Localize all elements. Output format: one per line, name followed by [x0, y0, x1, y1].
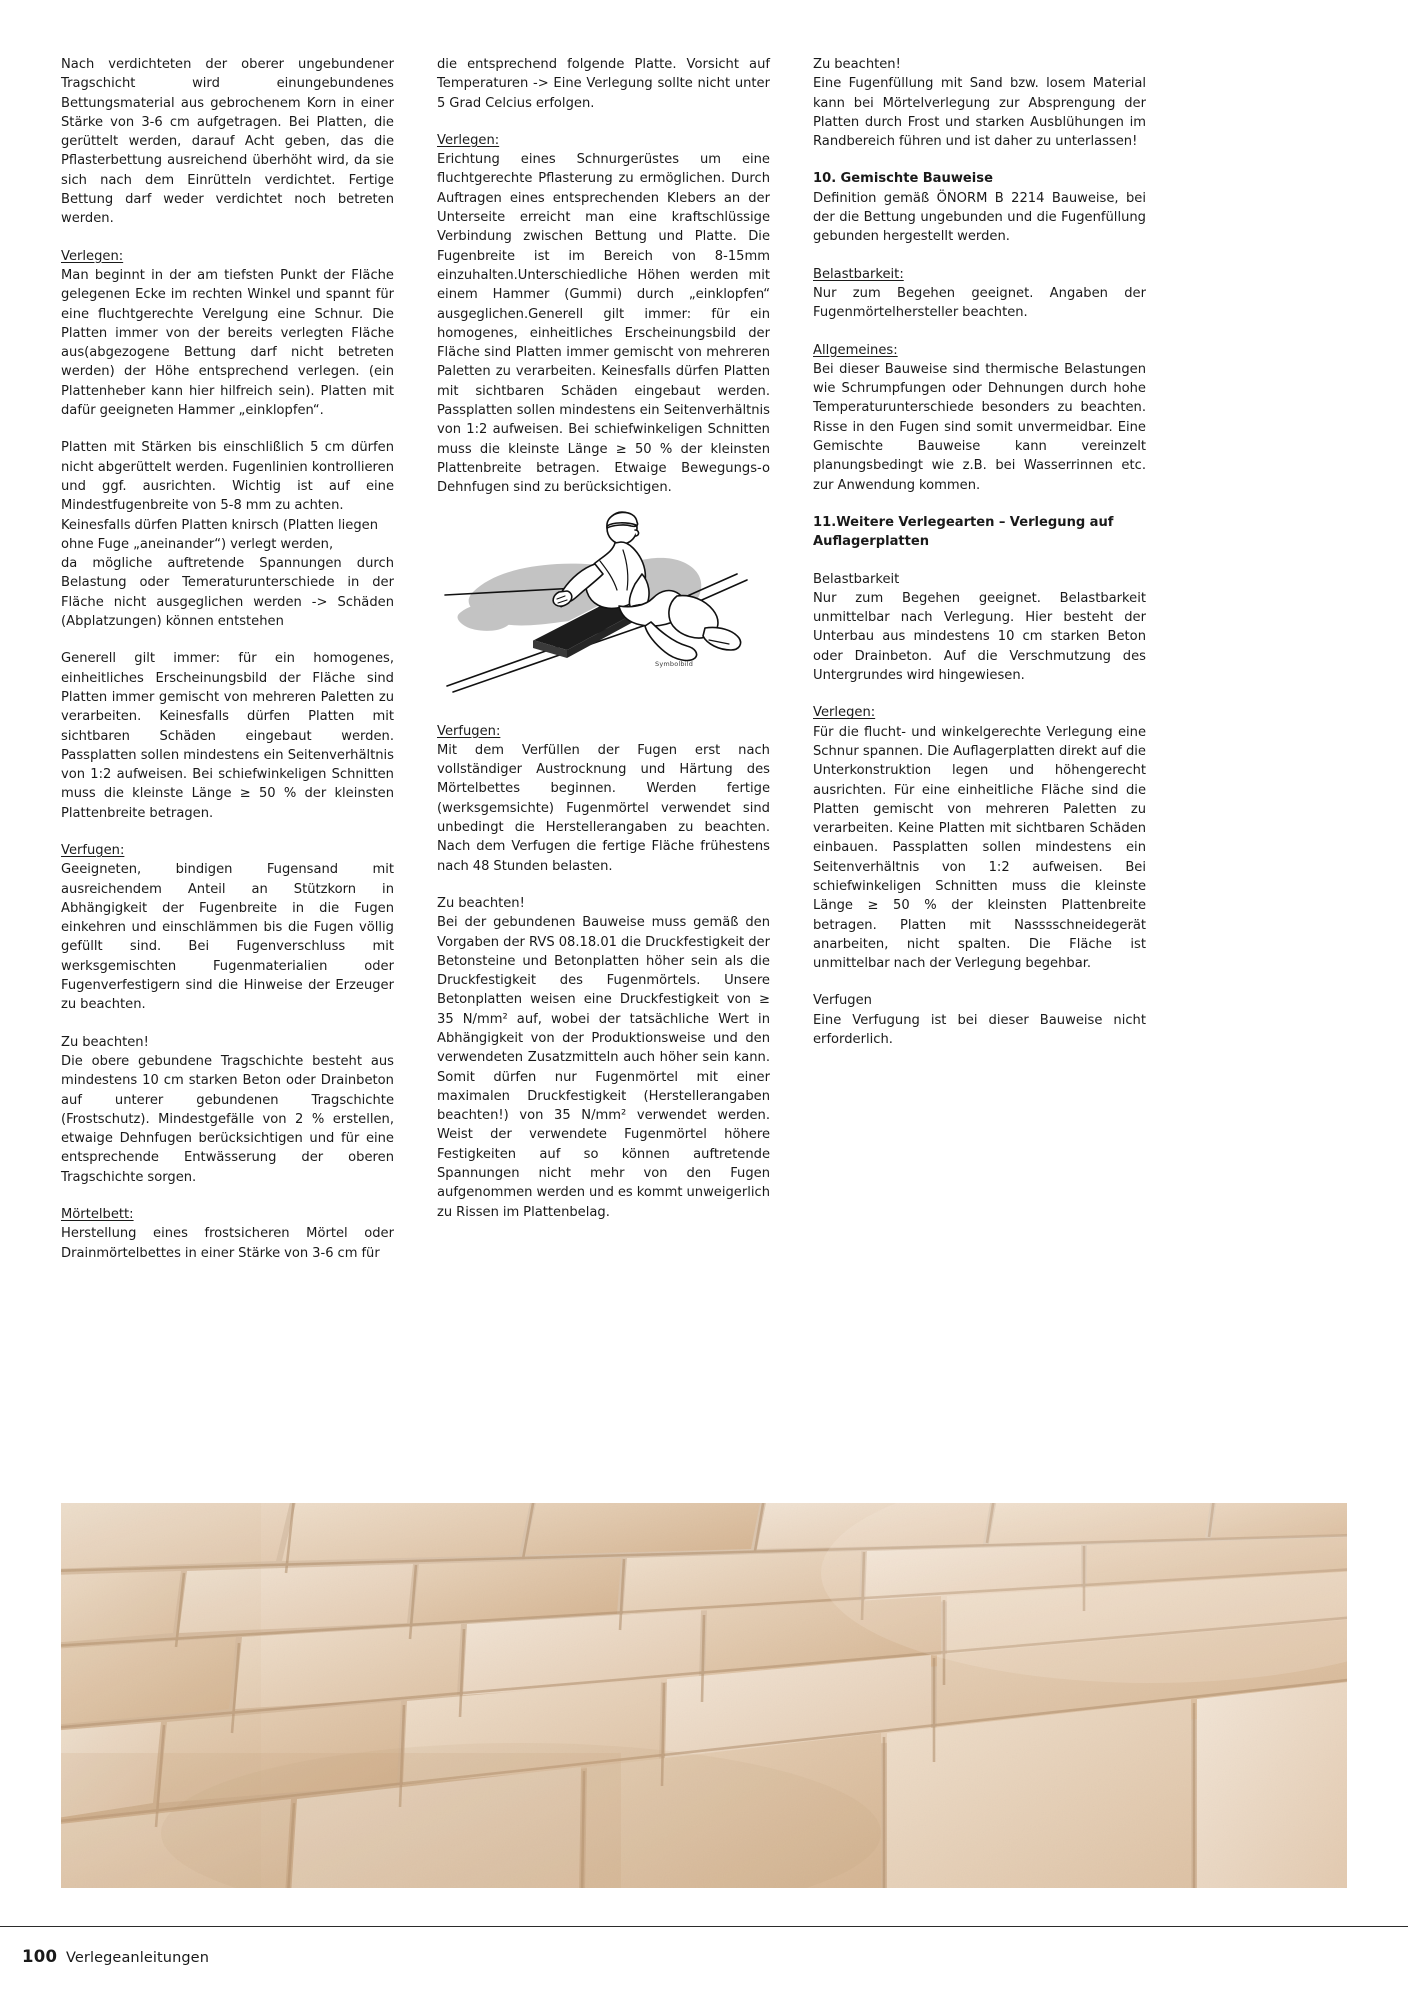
page-number: 100: [22, 1947, 58, 1966]
heading-text: Mörtelbett:: [61, 1207, 134, 1223]
paragraph: Mit dem Verfüllen der Fugen erst nach vollständiger Austrocknung und Härtung des Mörtelbettes beginnen. Werden fertige (werksgemsichte) Fugenmörtel verwendet sind unbedingt die Herstellerangaben zu beachten. Nach dem Verfugen die fertige Fläche frühestens nach 48 Stunden belasten.: [437, 742, 770, 874]
paragraph: Platten mit Stärken bis einschlißlich 5 cm dürfen nicht abgerüttelt werden. Fugenlinien kontrollieren und ggf. ausrichten. Wichtig ist auf eine Mindestfugenbreite von 5-8 mm zu achten.: [61, 440, 394, 514]
section-heading: [61, 1033, 394, 1052]
heading-text: Verlegen:: [61, 248, 124, 264]
heading-text: Verlegen:: [813, 705, 876, 721]
paragraph: Bei dieser Bauweise sind thermische Belastungen wie Schrumpfungen oder Dehnungen durch hohe Temperaturunterschiede besonders zu beachten. Risse in den Fugen sind somit unvermeidbar. Eine Gemischte Bauweise kann vereinzelt planungsbedingt wie z.B. bei Wasserrinnen etc. zur Anwendung kommen.: [813, 361, 1146, 493]
page-footer: [22, 1947, 1382, 1966]
paragraph: Geeigneten, bindigen Fugensand mit ausreichendem Anteil an Stützkorn in Abhängigkeit der Fugenbreite in die Fugen einkehren und einschlämmen bis die Fugen völlig gefüllt sind. Bei Fugenverschluss mit werksgemischten Fugenmaterialien oder Fugenverfestigern sind die Hinweise der Erzeuger zu beachten.: [61, 862, 394, 1013]
column-2: [437, 55, 770, 1263]
heading-text: Zu beachten!: [813, 57, 901, 72]
footer-section-label: Verlegeanleitungen: [66, 1950, 209, 1966]
section-heading: [437, 131, 770, 150]
section-heading: [61, 1205, 394, 1224]
section-heading: [437, 722, 770, 741]
paragraph: da mögliche auftretende Spannungen durch Belastung oder Temeraturunterschiede in der Fläche nicht ausgeglichen werden -> Schäden (Abplatzungen) können entstehen: [61, 556, 394, 630]
paragraph: Für die flucht- und winkelgerechte Verlegung eine Schnur spannen. Die Auflagerplatten direkt auf die Unterkonstruktion legen und höhengerecht ausrichten. Für eine einheitliche Fläche sind die Platten gemischt von mehreren Paletten zu verarbeiten. Keine Platten mit sichtbaren Schäden einbauen. Passplatten sollen mindestens ein Seitenverhältnis von 1:2 aufweisen. Bei schiefwinkeligen Schnitten muss die kleinste Länge ≥ 50 % der kleinsten Plattenbreite betragen. Platten mit Nasssschneidegerät anarbeiten, nicht spalten. Die Fläche ist unmittelbar nach der Verlegung begehbar.: [813, 724, 1146, 972]
paragraph: Nur zum Begehen geeignet. Belastbarkeit unmittelbar nach Verlegung. Hier besteht der Unterbau aus mindestens 10 cm starken Beton oder Drainbeton. Auf die Verschmutzung des Untergrundes wird hingewiesen.: [813, 590, 1146, 684]
heading-text: Zu beachten!: [437, 895, 525, 911]
footer-divider: [0, 1926, 1408, 1927]
worker-laying-slab-illustration: [437, 500, 770, 708]
paragraph: Man beginnt in der am tiefsten Punkt der Fläche gelegenen Ecke im rechten Winkel und spannt für eine fluchtgerechte Verelgung eine Schnur. Die Platten immer von der bereits verlegten Fläche aus(abgezogene Bettung darf nicht betreten werden) der Höhe entsprechend verlegen. (ein Plattenheber kann hier hilfreich sein). Platten mit dafür geeigneten Hammer „einklopfen“.: [61, 267, 394, 419]
column-3: [813, 55, 1146, 1263]
paving-slabs-photo: [61, 1503, 1347, 1888]
paragraph: Erichtung eines Schnurgerüstes um eine fluchtgerechte Pflasterung zu ermöglichen. Durch Auftragen eines entsprechenden Klebers an der Unterseite erreicht man eine kraftschlüssige Verbindung zwischen Bettung und Platte. Die Fugenbreite ist im Bereich von 8-15mm einzuhalten.Unterschiedliche Höhen werden mit einem Hammer (Gummi) durch „einklopfen“ ausgeglichen.Generell gilt immer: für ein homogenes, einheitliches Erscheinungsbild der Fläche sind Platten immer gemischt von mehreren Paletten zu verarbeiten. Keinesfalls dürfen Platten mit sichtbaren Schäden eingebaut werden. Passplatten sollen mindestens ein Seitenverhältnis von 1:2 aufweisen. Bei schiefwinkeligen Schnitten muss die kleinste Länge ≥ 50 % der kleinsten Plattenbreite betragen. Etwaige Bewegungs-o Dehnfugen sind zu berücksichtigen.: [437, 152, 770, 496]
column-1: [61, 55, 394, 1263]
section-heading: [61, 841, 394, 860]
section-heading: [813, 570, 1146, 589]
heading-text: Verfugen: [813, 993, 872, 1009]
paragraph: Bei der gebundenen Bauweise muss gemäß den Vorgaben der RVS 08.18.01 die Druckfestigkeit der Betonsteine und Betonplatten höher sein als die Druckfestigkeit des Fugenmörtels. Unsere Betonplatten weisen eine Druckfestigkeit von ≥ 35 N/mm² auf, wobei der tatsächliche Wert in Abhängigkeit von der Produktionsweise und den verwendeten Zusatzmitteln auch höher sein kann. Somit dürfen nur Fugenmörtel mit einer maximalen Druckfestigkeit (Herstellerangaben beachten!) von 35 N/mm² verwendet werden. Weist der verwendete Fugenmörtel höhere Festigkeiten auf so können auftretende Spannungen nicht mehr von den Fugen aufgenommen werden und es kommt unweigerlich zu Rissen im Plattenbelag.: [437, 915, 770, 1220]
paragraph: Nach verdichteten der oberer ungebundener Tragschicht wird einungebundenes Bettungsmaterial aus gebrochenem Korn in einer Stärke von 3-6 cm aufgetragen. Bei Platten, die gerüttelt werden, darauf Acht geben, das die Pflasterbettung ausreichend überhöht wird, da sie sich nach dem Einrütteln verdichtet. Fertige Bettung darf weder verdichtet noch betreten werden.: [61, 57, 394, 227]
paragraph: die entsprechend folgende Platte. Vorsicht auf Temperaturen -> Eine Verlegung sollte nicht unter 5 Grad Celcius erfolgen.: [437, 57, 770, 111]
paragraph: Generell gilt immer: für ein homogenes, einheitliches Erscheinungsbild der Fläche sind Platten immer gemischt von mehreren Paletten zu verarbeiten. Keinesfalls dürfen Platten mit sichtbaren Schäden eingebaut werden. Passplatten sollen mindestens ein Seitenverhältnis von 1:2 aufweisen. Bei schiefwinkeligen Schnitten muss die kleinste Länge ≥ 50 % der kleinsten Plattenbreite betragen.: [61, 651, 394, 821]
heading-text: Belastbarkeit:: [813, 266, 904, 282]
illustration-caption: Symbolbild: [655, 659, 694, 668]
section-heading: [813, 55, 1146, 74]
heading-text: Allgemeines:: [813, 342, 898, 358]
heading-text: 10. Gemischte Bauweise: [813, 171, 993, 187]
heading-text: Verfugen:: [61, 842, 125, 858]
paragraph: Eine Verfugung ist bei dieser Bauweise nicht erforderlich.: [813, 1012, 1146, 1048]
paving-photo-svg: [61, 1503, 1347, 1888]
paragraph: Keinesfalls dürfen Platten knirsch (Platten liegen ohne Fuge „aneinander“) verlegt werden,: [61, 517, 378, 552]
heading-text: Zu beachten!: [61, 1034, 149, 1050]
heading-text: 11.Weitere Verlegearten – Verlegung auf Auflagerplatten: [813, 514, 1114, 550]
paragraph: Nur zum Begehen geeignet. Angaben der Fugenmörtelhersteller beachten.: [813, 285, 1146, 321]
heading-text: Verfugen:: [437, 723, 501, 739]
section-heading: [813, 265, 1146, 284]
section-heading: [813, 703, 1146, 722]
paragraph: Die obere gebundene Tragschichte besteht aus mindestens 10 cm starken Beton oder Drainbeton auf unterer gebundenen Tragschichte (Frostschutz). Mindestgefälle von 2 % erstellen, etwaige Dehnfugen berücksichtigen und für eine entsprechende Entwässerung der oberen Tragschichte sorgen.: [61, 1053, 394, 1185]
paragraph: Herstellung eines frostsicheren Mörtel oder Drainmörtelbettes in einer Stärke von 3-6 cm für: [61, 1226, 394, 1261]
paragraph: Eine Fugenfüllung mit Sand bzw. losem Material kann bei Mörtelverlegung zur Absprengung der Platten durch Frost und starken Ausblühungen im Randbereich führen und ist daher zu unterlassen!: [813, 76, 1146, 150]
section-heading: [437, 894, 770, 913]
section-heading: [813, 991, 1146, 1010]
text-columns: [61, 55, 1347, 1263]
section-heading: [813, 341, 1146, 360]
section-heading: [813, 169, 1146, 188]
paragraph: Definition gemäß ÖNORM B 2214 Bauweise, bei der die Bettung ungebunden und die Fugenfüllung gebunden hergestellt werden.: [813, 190, 1146, 245]
heading-text: Verlegen:: [437, 132, 500, 148]
heading-text: Belastbarkeit: [813, 571, 900, 587]
section-heading: [61, 247, 394, 266]
ground-shadow-2: [458, 604, 512, 631]
section-heading: [813, 513, 1146, 552]
